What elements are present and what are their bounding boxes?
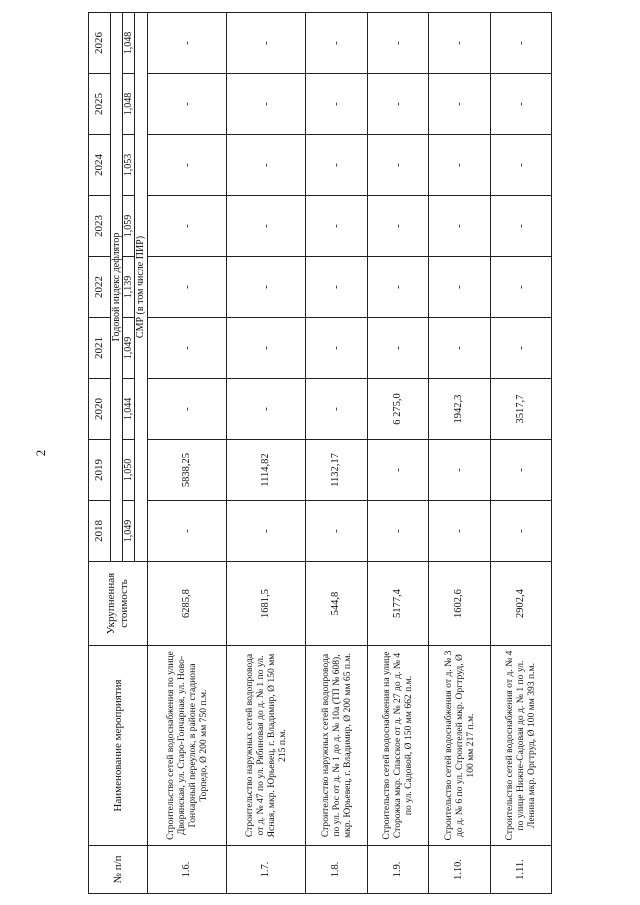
row-year-value: - [147,501,226,562]
row-cost: 544,8 [306,562,367,646]
year-header: 2022 [89,257,111,318]
row-year-value: 1114,82 [226,440,305,501]
deflator-title: Годовой индекс дефлятор [111,13,123,562]
row-year-value: - [490,196,552,257]
row-cost: 5177,4 [367,562,428,646]
row-year-value: - [490,13,552,74]
row-year-value: - [367,13,428,74]
row-year-value: 3517,7 [490,379,552,440]
row-name: Строительство сетей водоснабжения от д. № 4 по улице Нижне-Садовая до д. № 1 по ул. Ленина мкр. Оргтруд, Ø 100 мм 393 п.м. [490,646,552,846]
table-row [490,13,552,894]
row-year-value: - [306,318,367,379]
row-year-value: - [367,257,428,318]
row-year-value: - [490,135,552,196]
row-year-value: - [147,379,226,440]
row-year-value: - [226,318,305,379]
row-year-value: - [147,74,226,135]
smr-note: СМР (в том числе ПИР) [135,13,147,562]
row-year-value: - [429,74,490,135]
header-num: № п/п [89,846,148,894]
investment-table [88,12,552,894]
row-year-value: 6 275,0 [367,379,428,440]
deflator-value: 1,059 [123,196,135,257]
row-year-value: - [306,379,367,440]
row-year-value: - [147,257,226,318]
row-year-value: - [306,196,367,257]
year-header: 2026 [89,13,111,74]
row-year-value: - [306,257,367,318]
row-year-value: - [429,318,490,379]
row-year-value: - [367,135,428,196]
row-number: 1.8. [306,846,367,894]
deflator-value: 1,049 [123,318,135,379]
year-header: 2018 [89,501,111,562]
table-row [147,13,226,894]
row-year-value: - [226,196,305,257]
header-cost: Укрупненная стоимость [89,562,148,646]
deflator-value: 1,048 [123,74,135,135]
row-year-value: - [429,257,490,318]
row-year-value: - [226,379,305,440]
row-year-value: - [226,74,305,135]
year-header: 2025 [89,74,111,135]
header-name: Наименование мероприятия [89,646,148,846]
row-name: Строительство сетей водоснабжения по улице Дворянская, ул. Старо-Гончарная, ул. Ново-Гончарный переулок, в районе стадиона Торпедо, Ø 200 мм 750 п.м. [147,646,226,846]
deflator-value: 1,048 [123,13,135,74]
table-row [429,13,490,894]
row-year-value: - [367,440,428,501]
row-year-value: - [306,135,367,196]
row-number: 1.10. [429,846,490,894]
row-name: Строительство наружных сетей водопровода по ул. Рос от д. № 1 до д. № 10а (ТП № 608), мкр. Юрьевец, г. Владимир, Ø 200 мм 65 п.м. [306,646,367,846]
row-year-value: - [367,501,428,562]
row-year-value: - [367,196,428,257]
year-header: 2023 [89,196,111,257]
table-row [226,13,305,894]
row-name: Строительство сетей водоснабжения на улице Сторожка мкр. Спасское от д. № 27 до д. № 4 по ул. Садовой, Ø 150 мм 662 п.м. [367,646,428,846]
deflator-value: 1,044 [123,379,135,440]
row-year-value: - [147,135,226,196]
page-number: 2 [33,449,48,457]
table-row [306,13,367,894]
row-number: 1.11. [490,846,552,894]
table-stage [88,12,552,894]
row-year-value: - [490,501,552,562]
year-header: 2020 [89,379,111,440]
deflator-value: 1,049 [123,501,135,562]
year-header: 2021 [89,318,111,379]
row-year-value: 1942,3 [429,379,490,440]
row-year-value: - [306,13,367,74]
row-year-value: - [429,440,490,501]
row-year-value: 1132,17 [306,440,367,501]
deflator-value: 1,050 [123,440,135,501]
year-header: 2019 [89,440,111,501]
row-year-value: - [226,13,305,74]
row-year-value: - [429,501,490,562]
row-cost: 1681,5 [226,562,305,646]
row-name: Строительство сетей водоснабжения от д. № 3 до д. № 6 по ул. Строителей мкр. Оргтруд, Ø 100 мм 217 п.м. [429,646,490,846]
row-number: 1.6. [147,846,226,894]
row-year-value: - [490,74,552,135]
year-header: 2024 [89,135,111,196]
row-number: 1.9. [367,846,428,894]
row-year-value: - [429,196,490,257]
row-year-value: - [306,501,367,562]
row-year-value: - [147,196,226,257]
row-year-value: - [367,74,428,135]
deflator-value: 1,139 [123,257,135,318]
row-cost: 1602,6 [429,562,490,646]
row-year-value: - [226,135,305,196]
row-year-value: - [226,501,305,562]
row-cost: 2902,4 [490,562,552,646]
row-name: Строительство наружных сетей водопровода от д. № 47 по ул. Рябиновая до д. № 1 по ул. Ясная, мкр. Юрьевец, г. Владимир, Ø 150 мм 215 п.м. [226,646,305,846]
deflator-value: 1,053 [123,135,135,196]
row-year-value: - [147,13,226,74]
row-year-value: 5838,25 [147,440,226,501]
row-year-value: - [147,318,226,379]
row-year-value: - [490,318,552,379]
row-year-value: - [306,74,367,135]
row-year-value: - [490,257,552,318]
row-year-value: - [429,13,490,74]
table-row [367,13,428,894]
row-cost: 6285,8 [147,562,226,646]
rotated-table-container [88,12,552,894]
row-year-value: - [429,135,490,196]
row-year-value: - [367,318,428,379]
row-year-value: - [226,257,305,318]
row-year-value: - [490,440,552,501]
row-number: 1.7. [226,846,305,894]
